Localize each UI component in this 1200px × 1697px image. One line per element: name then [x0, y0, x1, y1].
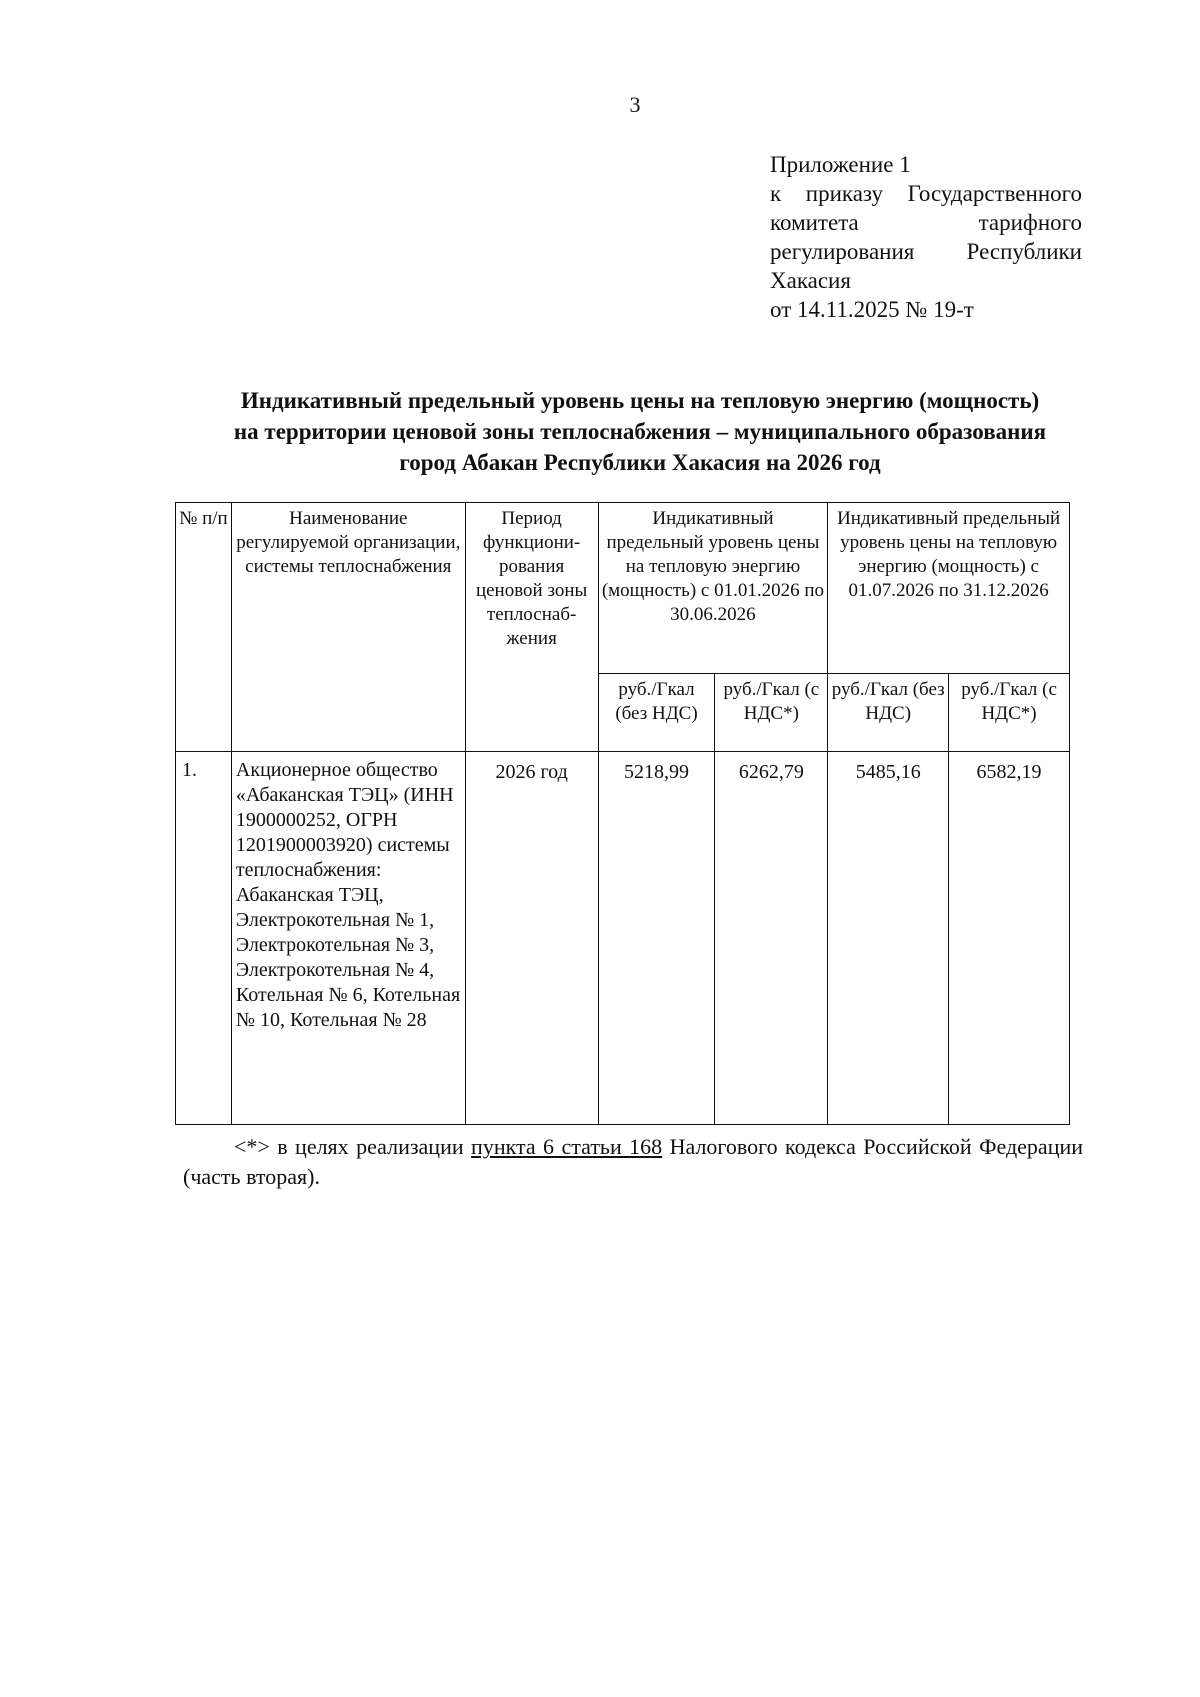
appendix-line-3: комитета тарифного: [770, 210, 1082, 235]
appendix-line-4: регулирования Республики: [770, 239, 1082, 264]
tariff-table: [175, 502, 1070, 1125]
appendix-line-6: от 14.11.2025 № 19-т: [770, 297, 974, 322]
header-period: Период функциони-рования ценовой зоны теплоснаб-жения: [465, 503, 598, 752]
table-header-row: [176, 503, 1070, 674]
appendix-header: [770, 150, 1082, 324]
header-period-2: Индикативный предельный уровень цены на тепловую энергию (мощность) с 01.07.2026 по 31.12.2026: [828, 503, 1070, 674]
footnote-link[interactable]: пункта 6 статьи 168: [471, 1134, 663, 1159]
row-org: Акционерное общество «Абаканская ТЭЦ» (ИНН 1900000252, ОГРН 1201900003920) системы теплоснабжения: Абаканская ТЭЦ, Электрокотельная № 1, Электрокотельная № 3, Электрокотельная № 4, Котельная № 6, Котельная № 10, Котельная № 28: [231, 752, 465, 1125]
footnote-suffix: Налогового кодекса Российской Федерации (часть вторая).: [183, 1134, 1084, 1189]
unit-4: руб./Гкал (с НДС*): [949, 674, 1070, 752]
row-value-2: 6262,79: [715, 752, 828, 1125]
header-period-1: Индикативный предельный уровень цены на тепловую энергию (мощность) с 01.01.2026 по 30.06.2026: [598, 503, 828, 674]
title-line-3: город Абакан Республики Хакасия на 2026 год: [399, 450, 881, 475]
page-number: 3: [629, 92, 641, 117]
row-value-4: 6582,19: [949, 752, 1070, 1125]
header-num: № п/п: [176, 503, 232, 752]
appendix-line-5: Хакасия: [770, 268, 851, 293]
footnote: [183, 1132, 1083, 1192]
unit-2: руб./Гкал (с НДС*): [715, 674, 828, 752]
unit-3: руб./Гкал (без НДС): [828, 674, 949, 752]
footnote-prefix: <*> в целях реализации: [234, 1134, 464, 1159]
unit-1: руб./Гкал (без НДС): [598, 674, 715, 752]
document-title: [170, 385, 1110, 478]
title-line-2: на территории ценовой зоны теплоснабжения – муниципального образования: [233, 419, 1047, 444]
table-row: [176, 752, 1070, 1125]
row-value-1: 5218,99: [598, 752, 715, 1125]
row-num: 1.: [176, 752, 232, 1125]
header-org: Наименование регулируемой организации, системы теплоснабжения: [231, 503, 465, 752]
title-line-1: Индикативный предельный уровень цены на тепловую энергию (мощность): [240, 388, 1040, 413]
row-period: 2026 год: [465, 752, 598, 1125]
appendix-line-2: к приказу Государственного: [770, 181, 1082, 206]
appendix-line-1: Приложение 1: [770, 152, 911, 177]
row-value-3: 5485,16: [828, 752, 949, 1125]
